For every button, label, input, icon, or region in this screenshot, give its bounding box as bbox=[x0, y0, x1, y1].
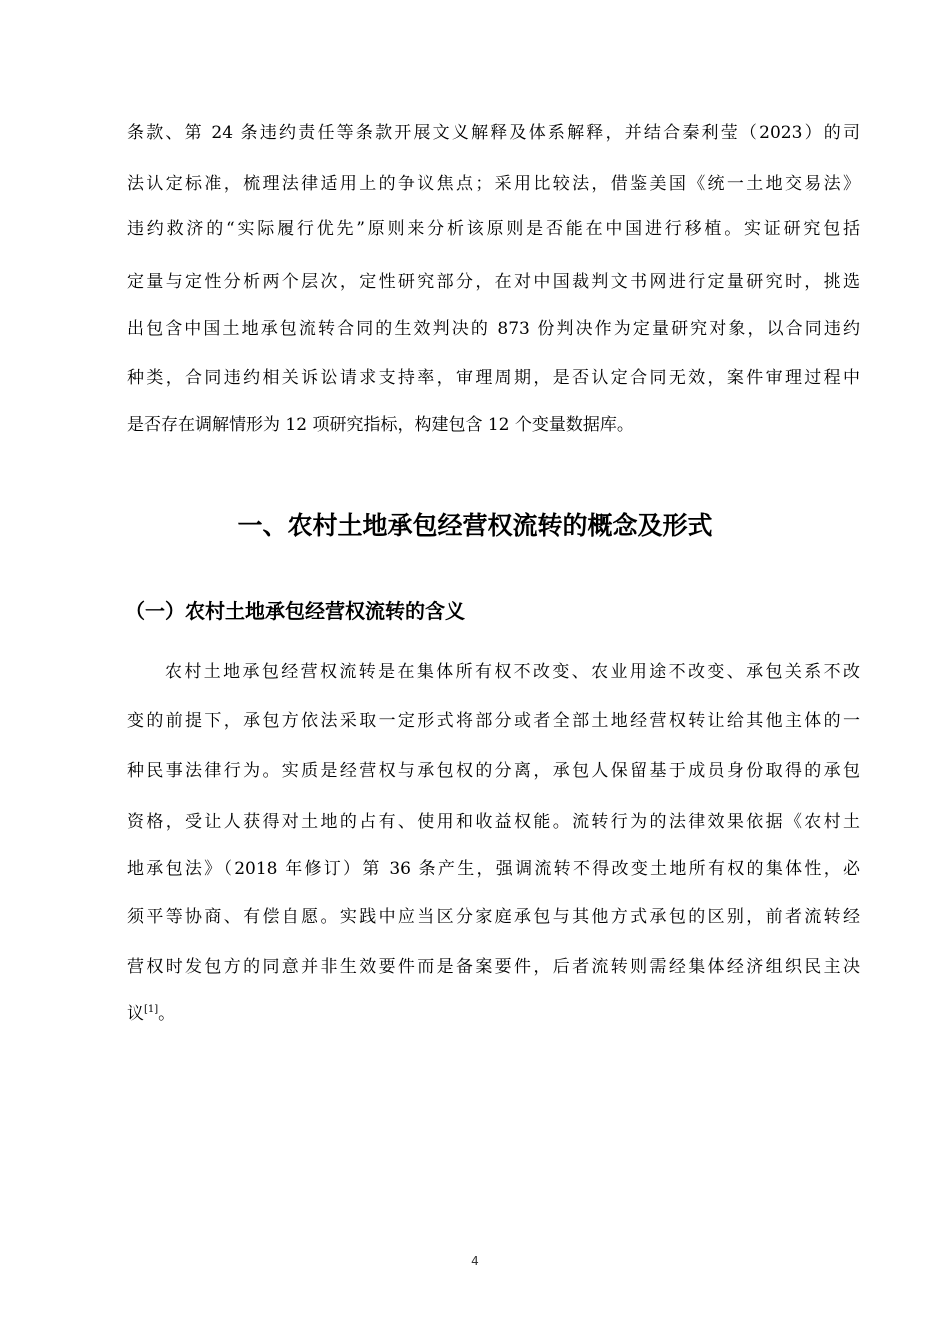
intro-line-1: 条款、第 24 条违约责任等条款开展文义解释及体系解释，并结合秦利莹（2023）的司 bbox=[127, 123, 860, 143]
subsection-heading: （一）农村土地承包经营权流转的含义 bbox=[125, 599, 465, 623]
page-number: 4 bbox=[471, 1254, 479, 1268]
intro-line-6: 种类，合同违约相关诉讼请求支持率，审理周期，是否认定合同无效，案件审理过程中 bbox=[127, 368, 860, 388]
body-line-3: 种民事法律行为。实质是经营权与承包权的分离，承包人保留基于成员身份取得的承包 bbox=[127, 761, 860, 781]
intro-line-5: 出包含中国土地承包流转合同的生效判决的 873 份判决作为定量研究对象，以合同违约 bbox=[127, 319, 860, 339]
body-line-5: 地承包法》（2018 年修订）第 36 条产生，强调流转不得改变土地所有权的集体性，必 bbox=[127, 859, 860, 879]
intro-line-4: 定量与定性分析两个层次，定性研究部分，在对中国裁判文书网进行定量研究时，挑选 bbox=[127, 272, 860, 292]
body-last-punct: 。 bbox=[158, 1004, 176, 1024]
section-heading: 一、农村土地承包经营权流转的概念及形式 bbox=[237, 511, 713, 540]
body-last-text: 议 bbox=[127, 1004, 144, 1024]
intro-line-7: 是否存在调解情形为 12 项研究指标，构建包含 12 个变量数据库。 bbox=[127, 415, 634, 435]
body-line-4: 资格，受让人获得对土地的占有、使用和收益权能。流转行为的法律效果依据《农村土 bbox=[127, 812, 860, 832]
citation-mark[interactable]: [1] bbox=[144, 1004, 159, 1015]
body-line-2: 变的前提下，承包方依法采取一定形式将部分或者全部土地经营权转让给其他主体的一 bbox=[127, 711, 860, 731]
intro-line-2: 法认定标准，梳理法律适用上的争议焦点；采用比较法，借鉴美国《统一土地交易法》 bbox=[127, 174, 860, 194]
intro-line-3: 违约救济的“实际履行优先”原则来分析该原则是否能在中国进行移植。实证研究包括 bbox=[127, 219, 860, 239]
body-line-1: 农村土地承包经营权流转是在集体所有权不改变、农业用途不改变、承包关系不改 bbox=[165, 662, 860, 682]
body-line-7: 营权时发包方的同意并非生效要件而是备案要件，后者流转则需经集体经济组织民主决 bbox=[127, 957, 860, 977]
body-line-8 bbox=[127, 1003, 175, 1025]
body-line-6: 须平等协商、有偿自愿。实践中应当区分家庭承包与其他方式承包的区别，前者流转经 bbox=[127, 907, 860, 927]
